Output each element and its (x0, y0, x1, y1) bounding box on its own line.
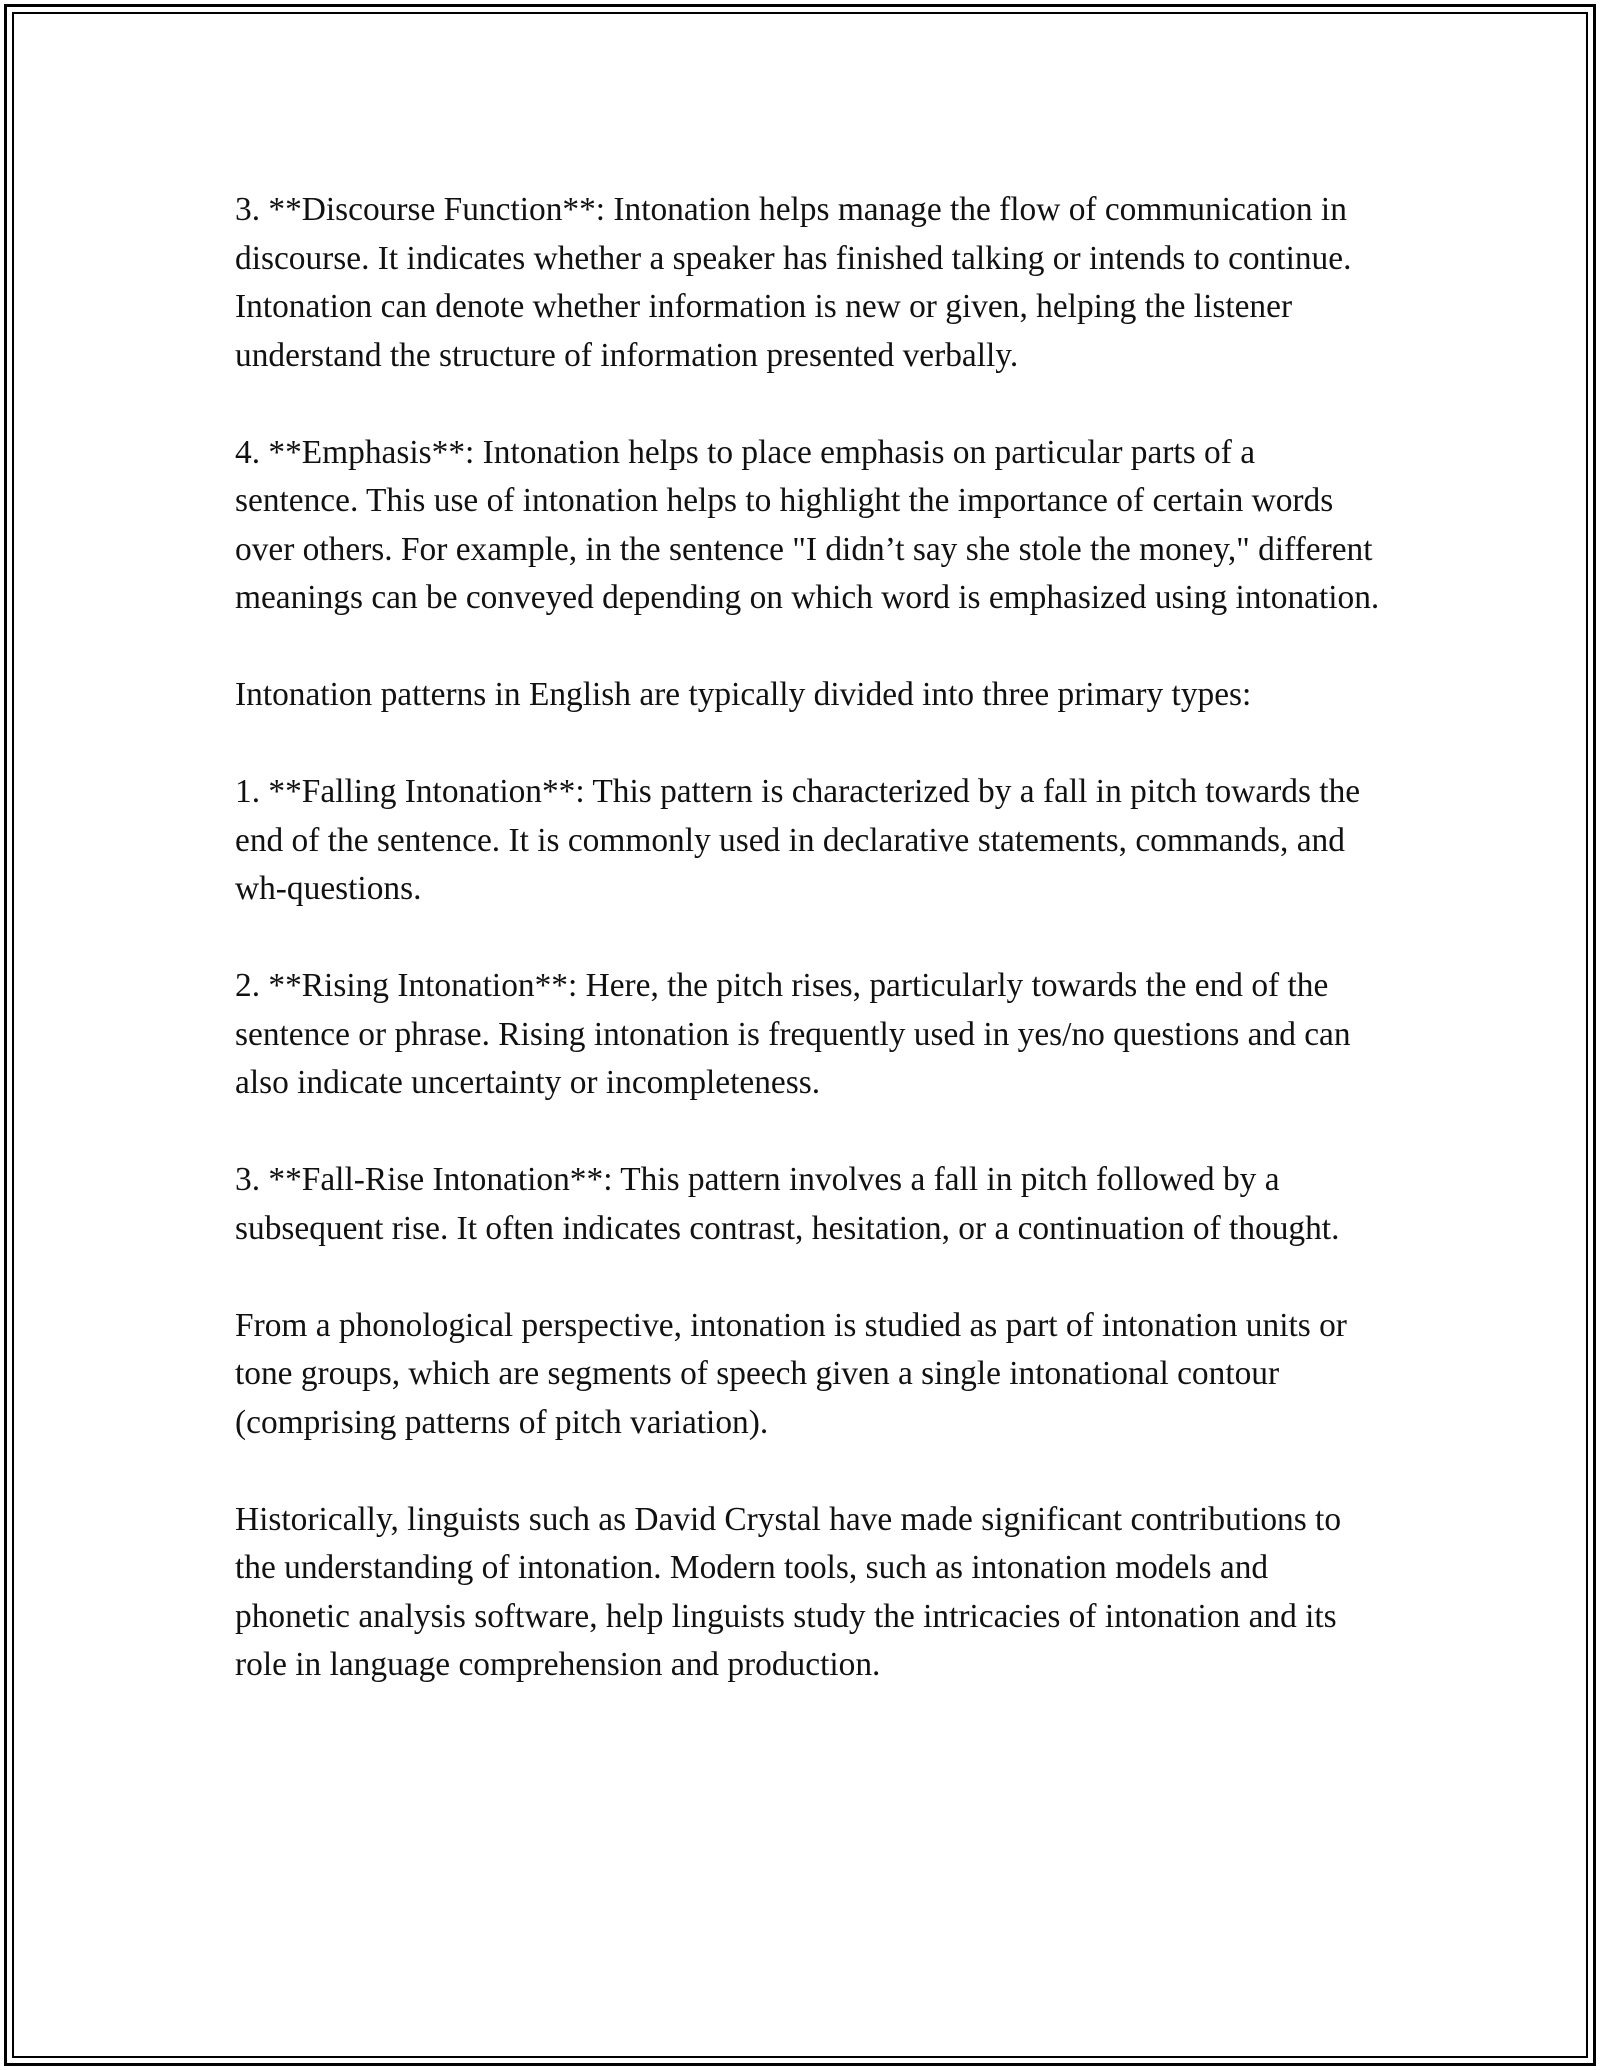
paragraph-discourse-function: 3. **Discourse Function**: Intonation helps manage the flow of communication in discourse. It indicates whether a speaker has finished talking or intends to continue. Intonation can denote whether information is new or given, helping the listener understand the structure of information presented verbally. (235, 191, 1352, 374)
paragraph-emphasis: 4. **Emphasis**: Intonation helps to place emphasis on particular parts of a sentence. This use of intonation helps to highlight the importance of certain words over others. For example, in the sentence "I didn’t say she stole the money," different meanings can be conveyed depending on which word is emphasized using intonation. (235, 433, 1380, 616)
paragraph-historical-context: Historically, linguists such as David Crystal have made significant contributions to the understanding of intonation. Modern tools, such as intonation models and phonetic analysis software, help linguists study the intricacies of intonation and its role in language comprehension and production. (235, 1500, 1342, 1683)
paragraph-intonation-patterns-intro: Intonation patterns in English are typically divided into three primary types: (235, 676, 1252, 713)
paragraph-rising-intonation: 2. **Rising Intonation**: Here, the pitch rises, particularly towards the end of the sentence or phrase. Rising intonation is frequently used in yes/no questions and can also indicate uncertainty or incompleteness. (235, 967, 1351, 1101)
paragraph-falling-intonation: 1. **Falling Intonation**: This pattern is characterized by a fall in pitch towards the end of the sentence. It is commonly used in declarative statements, commands, and wh-questions. (235, 773, 1361, 907)
document-body (235, 186, 1385, 1690)
paragraph-phonological-perspective: From a phonological perspective, intonation is studied as part of intonation units or tone groups, which are segments of speech given a single intonational contour (comprising patterns of pitch variation). (235, 1306, 1347, 1441)
paragraph-fall-rise-intonation: 3. **Fall-Rise Intonation**: This pattern involves a fall in pitch followed by a subsequent rise. It often indicates contrast, hesitation, or a continuation of thought. (235, 1161, 1340, 1247)
